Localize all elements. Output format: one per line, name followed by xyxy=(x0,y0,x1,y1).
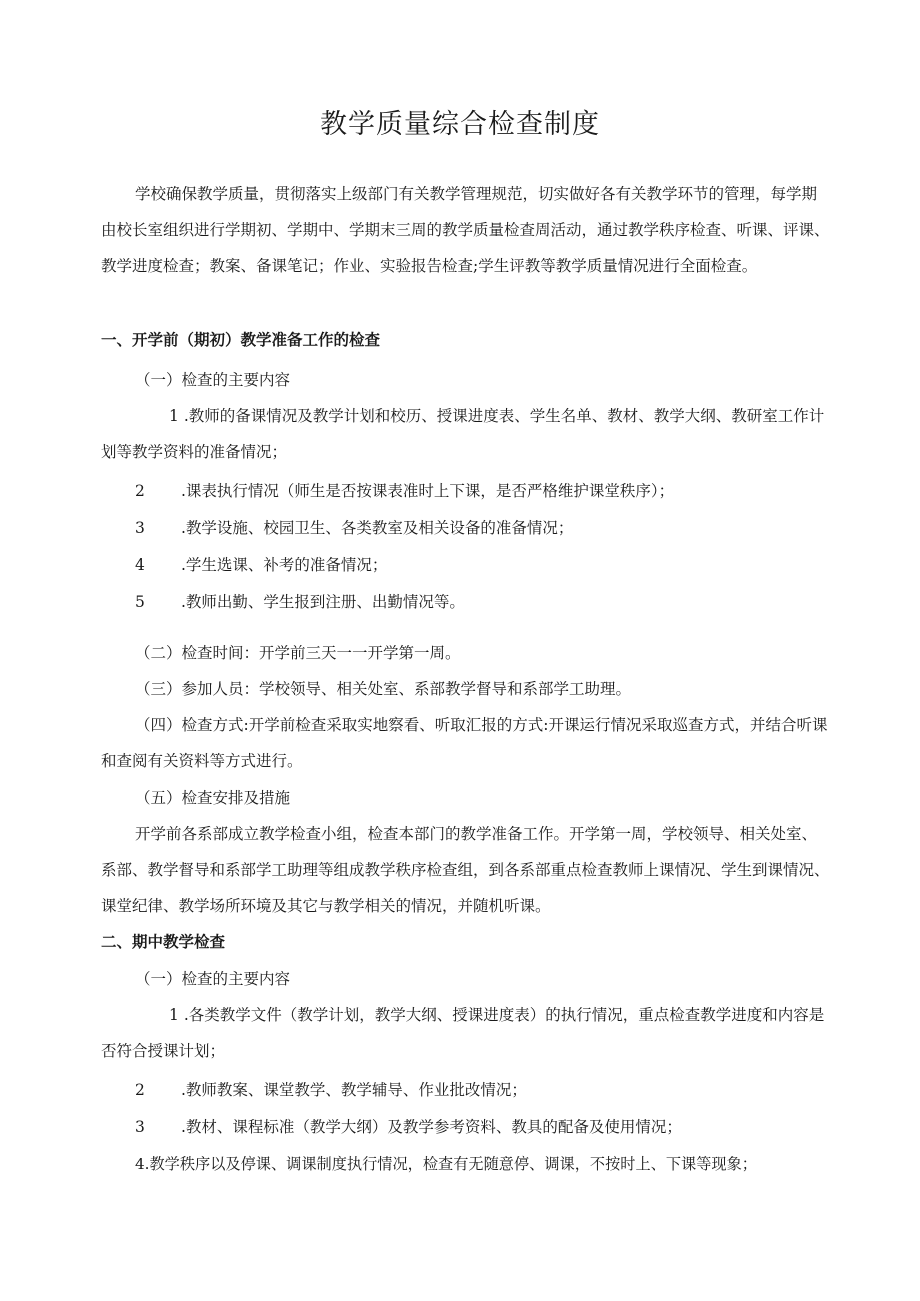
section1-sub2: （二）检查时间：开学前三天一一开学第一周。 xyxy=(135,644,461,662)
section1-item-3: 3 .教学设施、校园卫生、各类教室及相关设备的准备情况； xyxy=(135,519,574,537)
section1-sub3: （三）参加人员：学校领导、相关处室、系部教学督导和系部学工助理。 xyxy=(135,680,632,698)
section1-heading: 一、开学前（期初）教学准备工作的检查 xyxy=(101,331,381,349)
section2-sub1: （一）检查的主要内容 xyxy=(135,970,291,988)
section1-sub1: （一）检查的主要内容 xyxy=(135,371,291,389)
section1-arrangement: 开学前各系部成立教学检查小组，检查本部门的教学准备工作。开学第一周，学校领导、相关处室、系部、教学督导和系部学工助理等组成教学秩序检查组，到各系部重点检查教师上课情况、学生到课情况、课堂纪律、教学场所环境及其它与教学相关的情况，并随机听课。 xyxy=(101,825,830,915)
section2-item-1: 1 .各类教学文件（教学计划，教学大纲、授课进度表）的执行情况，重点检查教学进度和内容是否符合授课计划； xyxy=(101,1006,825,1060)
section1-sub5: （五）检查安排及措施 xyxy=(135,789,291,807)
section2-heading: 二、期中教学检查 xyxy=(101,933,226,951)
intro-paragraph: 学校确保教学质量，贯彻落实上级部门有关教学管理规范，切实做好各有关教学环节的管理，每学期由校长室组织进行学期初、学期中、学期末三周的教学质量检查周活动，通过教学秩序检查、听课、评课、教学进度检查；教案、备课笔记；作业、实验报告检查;学生评教等教学质量情况进行全面检查。 xyxy=(101,185,830,275)
section1-sub4: （四）检查方式:开学前检查采取实地察看、听取汇报的方式:开课运行情况采取巡查方式，并结合听课和查阅有关资料等方式进行。 xyxy=(101,716,828,770)
section1-item-4: 4 .学生选课、补考的准备情况； xyxy=(135,556,388,574)
section1-item-1: 1 .教师的备课情况及教学计划和校历、授课进度表、学生名单、教材、教学大纲、教研室工作计划等教学资料的准备情况； xyxy=(101,407,825,461)
section1-item-2: 2 .课表执行情况（师生是否按课表准时上下课，是否严格维护课堂秩序）； xyxy=(135,482,675,500)
page-title: 教学质量综合检查制度 xyxy=(320,109,600,140)
section2-item-3: 3 .教材、课程标准（教学大纲）及教学参考资料、教具的配备及使用情况； xyxy=(135,1118,682,1136)
section2-item-2: 2 .教师教案、课堂教学、教学辅导、作业批改情况； xyxy=(135,1081,527,1099)
section2-item-4: 4.教学秩序以及停课、调课制度执行情况，检查有无随意停、调课，不按时上、下课等现象； xyxy=(135,1155,757,1173)
section1-item-5: 5 .教师出勤、学生报到注册、出勤情况等。 xyxy=(135,593,465,611)
